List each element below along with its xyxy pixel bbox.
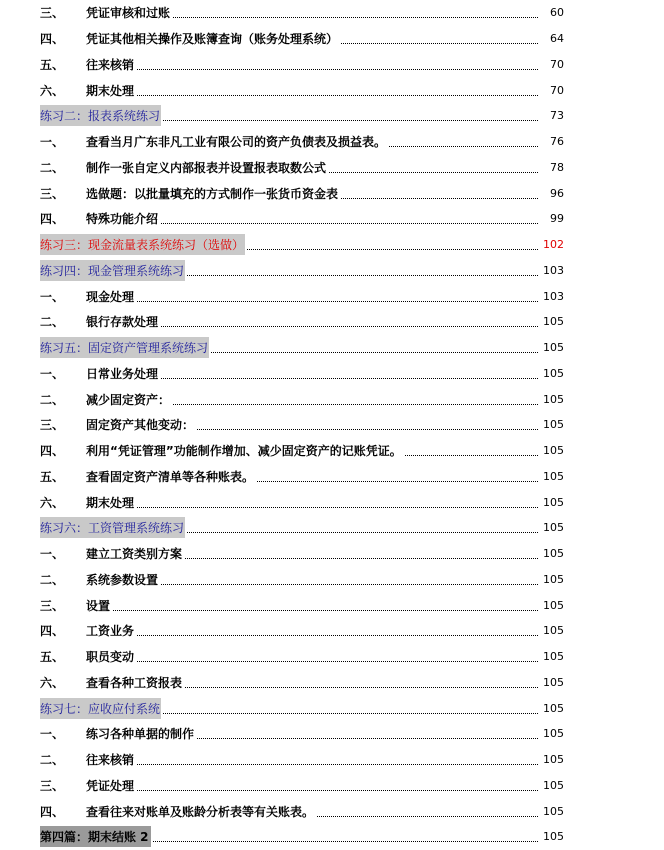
toc-entry[interactable] (40, 180, 564, 206)
toc-entry-title: 期末处理 (86, 495, 135, 510)
toc-page-number: 99 (550, 212, 564, 226)
toc-entry-title: 现金处理 (86, 289, 135, 304)
toc-entry-number: 一、 (40, 289, 65, 304)
toc-dot-leader (137, 790, 538, 791)
toc-entry-title: 制作一张自定义内部报表并设置报表取数公式 (86, 160, 327, 175)
toc-entry-number: 一、 (40, 727, 65, 742)
toc-entry[interactable] (40, 386, 564, 412)
toc-page-number: 105 (543, 547, 564, 561)
toc-page-number: 103 (543, 263, 564, 277)
toc-section-heading[interactable] (40, 515, 564, 541)
toc-page-number: 105 (543, 521, 564, 535)
toc-entry-title: 系统参数设置 (86, 572, 159, 587)
toc-page-number: 105 (543, 341, 564, 355)
toc-page-number: 60 (550, 6, 564, 20)
toc-entry[interactable] (40, 52, 564, 78)
toc-entry-title: 凭证处理 (86, 778, 135, 793)
toc-dot-leader (389, 146, 538, 147)
toc-entry-number: 二、 (40, 753, 65, 768)
toc-dot-leader (329, 172, 538, 173)
toc-page-number: 105 (543, 418, 564, 432)
toc-entry[interactable] (40, 464, 564, 490)
toc-page-number: 70 (550, 83, 564, 97)
toc-section-heading[interactable] (40, 335, 564, 361)
toc-entry-title: 查看当月广东非凡工业有限公司的资产负债表及损益表。 (86, 135, 387, 150)
toc-entry-title: 固定资产其他变动： (86, 418, 195, 433)
toc-page-number: 105 (543, 778, 564, 792)
toc-entry-title: 练习二：报表系统练习 (40, 105, 161, 126)
toc-entry[interactable] (40, 644, 564, 670)
toc-entry[interactable] (40, 309, 564, 335)
toc-page-number: 105 (543, 675, 564, 689)
toc-dot-leader (247, 249, 538, 250)
toc-dot-leader (341, 198, 538, 199)
toc-entry-title: 减少固定资产： (86, 392, 171, 407)
toc-entry[interactable] (40, 798, 564, 824)
toc-dot-leader (153, 841, 538, 842)
toc-entry[interactable] (40, 129, 564, 155)
toc-page-number: 102 (543, 238, 564, 252)
toc-entry-title: 往来核销 (86, 57, 135, 72)
toc-dot-leader (257, 481, 538, 482)
toc-dot-leader (161, 326, 538, 327)
toc-entry-number: 四、 (40, 444, 65, 459)
toc-dot-leader (137, 661, 538, 662)
toc-page-number: 105 (543, 572, 564, 586)
toc-dot-leader (173, 404, 538, 405)
toc-page-number: 105 (543, 392, 564, 406)
toc-dot-leader (187, 275, 538, 276)
toc-dot-leader (137, 764, 538, 765)
toc-entry-title: 选做题：以批量填充的方式制作一张货币资金表 (86, 186, 339, 201)
toc-entry-number: 三、 (40, 6, 65, 21)
toc-part-heading[interactable] (40, 824, 564, 850)
toc-entry-title: 银行存款处理 (86, 315, 159, 330)
toc-section-heading[interactable] (40, 695, 564, 721)
toc-entry[interactable] (40, 670, 564, 696)
toc-section-heading[interactable] (40, 258, 564, 284)
toc-entry[interactable] (40, 721, 564, 747)
toc-dot-leader (161, 584, 538, 585)
toc-entry-title: 练习五：固定资产管理系统练习 (40, 337, 209, 358)
toc-page-number: 105 (543, 701, 564, 715)
toc-section-heading[interactable] (40, 232, 564, 258)
toc-entry-number: 二、 (40, 315, 65, 330)
toc-entry-number: 五、 (40, 650, 65, 665)
toc-entry-number: 五、 (40, 469, 65, 484)
toc-entry-number: 一、 (40, 366, 65, 381)
table-of-contents (40, 0, 564, 850)
toc-entry-title: 第四篇：期末结账 2 (40, 826, 151, 847)
toc-page-number: 105 (543, 366, 564, 380)
toc-entry-title: 期末处理 (86, 83, 135, 98)
toc-page-number: 64 (550, 32, 564, 46)
toc-entry[interactable] (40, 592, 564, 618)
toc-dot-leader (197, 738, 538, 739)
toc-entry-number: 三、 (40, 778, 65, 793)
toc-page-number: 105 (543, 444, 564, 458)
toc-entry-title: 查看各种工资报表 (86, 675, 183, 690)
toc-entry-title: 凭证审核和过账 (86, 6, 171, 21)
toc-entry-title: 查看往来对账单及账龄分析表等有关账表。 (86, 804, 315, 819)
toc-entry[interactable] (40, 206, 564, 232)
toc-page-number: 105 (543, 315, 564, 329)
toc-entry-number: 一、 (40, 135, 65, 150)
toc-dot-leader (405, 455, 538, 456)
toc-page-number: 105 (543, 727, 564, 741)
toc-entry-title: 工资业务 (86, 624, 135, 639)
toc-entry[interactable] (40, 77, 564, 103)
toc-page-number: 105 (543, 624, 564, 638)
toc-entry-number: 二、 (40, 160, 65, 175)
toc-page-number: 105 (543, 650, 564, 664)
toc-entry[interactable] (40, 438, 564, 464)
toc-dot-leader (187, 532, 538, 533)
toc-page-number: 103 (543, 289, 564, 303)
toc-dot-leader (173, 17, 538, 18)
toc-entry[interactable] (40, 773, 564, 799)
toc-entry[interactable] (40, 747, 564, 773)
toc-dot-leader (137, 95, 538, 96)
toc-entry-title: 练习各种单据的制作 (86, 727, 195, 742)
toc-entry-number: 一、 (40, 547, 65, 562)
toc-page-number: 73 (550, 109, 564, 123)
toc-entry[interactable] (40, 155, 564, 181)
toc-page-number: 105 (543, 830, 564, 844)
toc-section-heading[interactable] (40, 103, 564, 129)
toc-entry-title: 特殊功能介绍 (86, 212, 159, 227)
toc-entry-title: 职员变动 (86, 650, 135, 665)
toc-dot-leader (185, 687, 538, 688)
toc-dot-leader (137, 301, 538, 302)
toc-dot-leader (161, 223, 538, 224)
toc-entry[interactable] (40, 489, 564, 515)
toc-entry-number: 二、 (40, 572, 65, 587)
toc-entry-title: 练习三：现金流量表系统练习（选做） (40, 234, 245, 255)
toc-entry-title: 凭证其他相关操作及账簿查询（账务处理系统） (86, 32, 339, 47)
toc-entry-title: 查看固定资产清单等各种账表。 (86, 469, 255, 484)
toc-entry-title: 练习六：工资管理系统练习 (40, 517, 185, 538)
toc-dot-leader (185, 558, 538, 559)
toc-dot-leader (137, 507, 538, 508)
toc-entry-number: 五、 (40, 57, 65, 72)
toc-page-number: 96 (550, 186, 564, 200)
toc-entry-number: 四、 (40, 212, 65, 227)
toc-page-number: 78 (550, 160, 564, 174)
toc-entry-number: 六、 (40, 675, 65, 690)
toc-dot-leader (113, 610, 538, 611)
toc-page-number: 105 (543, 804, 564, 818)
toc-entry[interactable] (40, 618, 564, 644)
toc-dot-leader (163, 713, 538, 714)
toc-dot-leader (341, 43, 538, 44)
toc-entry-title: 练习四：现金管理系统练习 (40, 260, 185, 281)
toc-entry-number: 二、 (40, 392, 65, 407)
toc-dot-leader (211, 352, 538, 353)
toc-entry-number: 四、 (40, 624, 65, 639)
toc-page-number: 70 (550, 57, 564, 71)
toc-entry-number: 六、 (40, 495, 65, 510)
toc-entry[interactable] (40, 567, 564, 593)
toc-entry[interactable] (40, 283, 564, 309)
toc-page-number: 105 (543, 469, 564, 483)
toc-entry-title: 利用“凭证管理”功能制作增加、减少固定资产的记账凭证。 (86, 444, 402, 459)
toc-entry-number: 三、 (40, 418, 65, 433)
toc-entry[interactable] (40, 26, 564, 52)
toc-entry-title: 设置 (86, 598, 111, 613)
toc-dot-leader (197, 429, 538, 430)
toc-entry-title: 日常业务处理 (86, 366, 159, 381)
toc-dot-leader (161, 378, 538, 379)
toc-dot-leader (317, 816, 538, 817)
toc-page-number: 76 (550, 135, 564, 149)
toc-dot-leader (137, 69, 538, 70)
toc-page-number: 105 (543, 598, 564, 612)
toc-page-number: 105 (543, 495, 564, 509)
toc-dot-leader (163, 120, 538, 121)
toc-entry[interactable] (40, 412, 564, 438)
toc-entry-number: 三、 (40, 598, 65, 613)
toc-dot-leader (137, 635, 538, 636)
toc-entry-number: 三、 (40, 186, 65, 201)
toc-entry-title: 练习七：应收应付系统 (40, 698, 161, 719)
toc-entry[interactable] (40, 541, 564, 567)
toc-entry-title: 建立工资类别方案 (86, 547, 183, 562)
toc-entry[interactable] (40, 361, 564, 387)
toc-entry[interactable] (40, 0, 564, 26)
toc-entry-number: 四、 (40, 804, 65, 819)
toc-entry-number: 六、 (40, 83, 65, 98)
toc-entry-number: 四、 (40, 32, 65, 47)
toc-page-number: 105 (543, 753, 564, 767)
toc-entry-title: 往来核销 (86, 753, 135, 768)
